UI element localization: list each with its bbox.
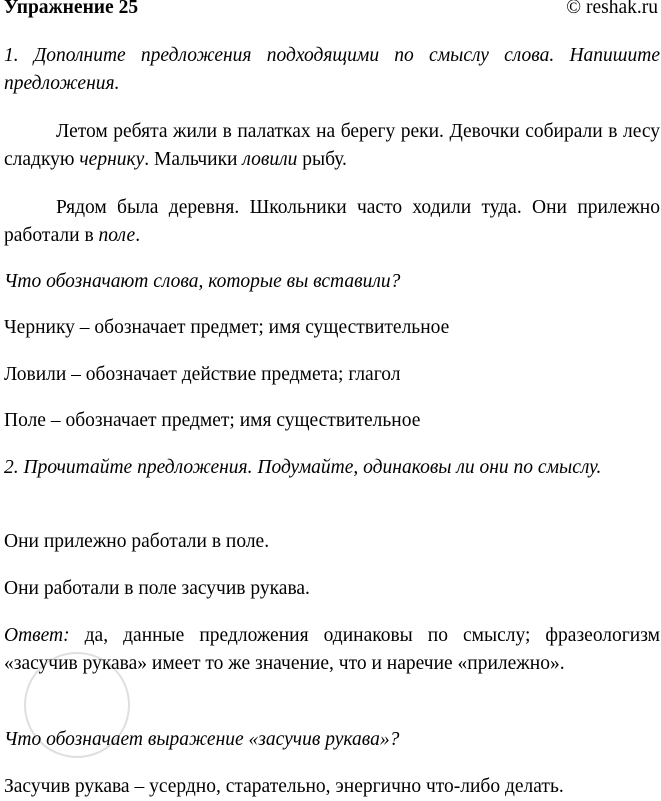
final-answer: Засучив рукава – усердно, старательно, энергично что-либо делать.	[4, 776, 564, 797]
task2-question: Что обозначает выражение «засучив рукава»?	[4, 729, 400, 750]
p1-text-b: . Мальчики	[144, 149, 243, 170]
answer-label: Ответ:	[4, 625, 70, 646]
answer-line: Ловили – обозначает действие предмета; глагол	[4, 364, 401, 385]
sentence-1: Они прилежно работали в поле.	[4, 531, 270, 552]
inserted-word-chernika: чернику	[79, 149, 145, 170]
p1-text-c: рыбу.	[297, 149, 347, 170]
p1-text-a: Летом ребята жили в палатках на берегу реки. Девочки собирали в лесу сладкую	[4, 121, 660, 170]
sentence-2: Они работали в поле засучив рукава.	[4, 578, 310, 599]
inserted-word-lovili: ловили	[242, 149, 298, 170]
p2-text-a: Рядом была деревня. Школьники часто ходили туда. Они прилежно работали в	[4, 197, 660, 246]
document-page	[4, 0, 660, 797]
exercise-title: Упражнение 25	[4, 0, 139, 18]
site-credit: © reshak.ru	[566, 0, 658, 18]
task1-paragraph-2	[4, 194, 660, 250]
answer-text: да, данные предложения одинаковы по смыслу; фразеологизм «засучив рукава» имеет то же значение, что и наречие «прилежно».	[4, 625, 660, 674]
task1-question: Что обозначают слова, которые вы вставили?	[4, 271, 401, 292]
answer-line: Чернику – обозначает предмет; имя существительное	[4, 317, 450, 338]
reshak-watermark-logo	[2, 630, 152, 780]
task2-prompt: 2. Прочитайте предложения. Подумайте, одинаковы ли они по смыслу.	[4, 457, 602, 478]
header	[4, 0, 660, 24]
answer-line: Поле – обозначает предмет; имя существительное	[4, 410, 421, 431]
task1-paragraph-1	[4, 118, 660, 174]
inserted-word-pole: поле	[98, 225, 136, 246]
task1-prompt: 1. Дополните предложения подходящими по смыслу слова. Напишите предложения.	[4, 45, 660, 94]
p2-text-b: .	[135, 225, 141, 246]
